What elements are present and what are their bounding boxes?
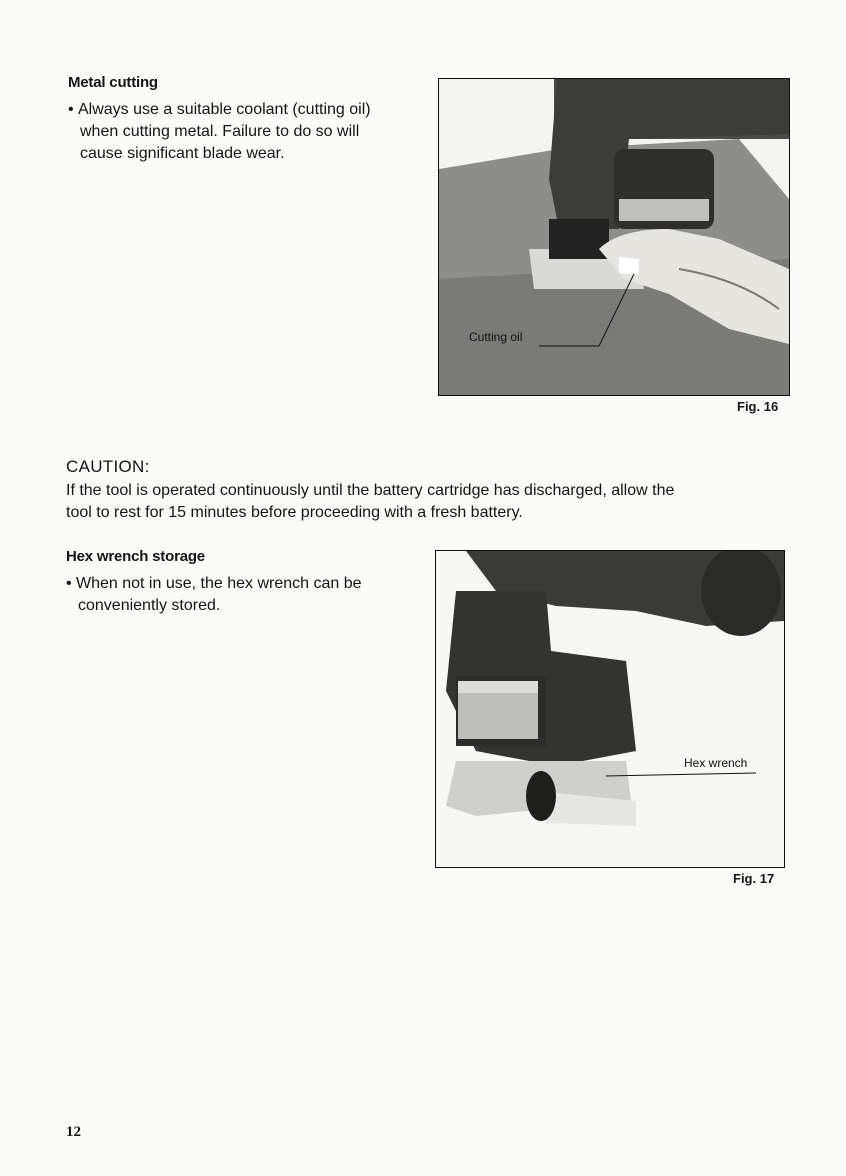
- jigsaw-cutting-metal-illustration: [439, 79, 789, 395]
- hex-wrench-heading: Hex wrench storage: [66, 548, 205, 565]
- caution-line-2: tool to rest for 15 minutes before proceeding with a fresh battery.: [66, 504, 523, 521]
- hex-bullet-line-1: When not in use, the hex wrench can be: [76, 575, 362, 592]
- caution-line-1: If the tool is operated continuously until the battery cartridge has discharged, allow the: [66, 482, 675, 499]
- fig-17-photo: [435, 550, 785, 868]
- cutting-oil-callout: Cutting oil: [469, 330, 523, 344]
- fig-17-label: Fig. 17: [733, 871, 775, 886]
- hex-bullet-line-2: conveniently stored.: [78, 597, 221, 614]
- hex-wrench-bullet: [66, 573, 426, 617]
- caution-title: CAUTION:: [66, 457, 150, 476]
- bullet-dot: •: [68, 101, 74, 118]
- metal-bullet-line-3: cause significant blade wear.: [80, 145, 285, 162]
- metal-cutting-bullet: [68, 99, 428, 165]
- jigsaw-hex-wrench-illustration: [436, 551, 784, 867]
- metal-bullet-line-2: when cutting metal. Failure to do so will: [80, 123, 360, 140]
- caution-body: [66, 480, 796, 524]
- page-number: 12: [66, 1124, 81, 1140]
- hex-wrench-callout: Hex wrench: [684, 756, 748, 770]
- bullet-dot: •: [66, 575, 72, 592]
- metal-bullet-line-1: Always use a suitable coolant (cutting oil): [78, 101, 371, 118]
- metal-cutting-heading: Metal cutting: [68, 74, 158, 91]
- fig-16-photo: [438, 78, 790, 396]
- fig-16-label: Fig. 16: [737, 399, 779, 414]
